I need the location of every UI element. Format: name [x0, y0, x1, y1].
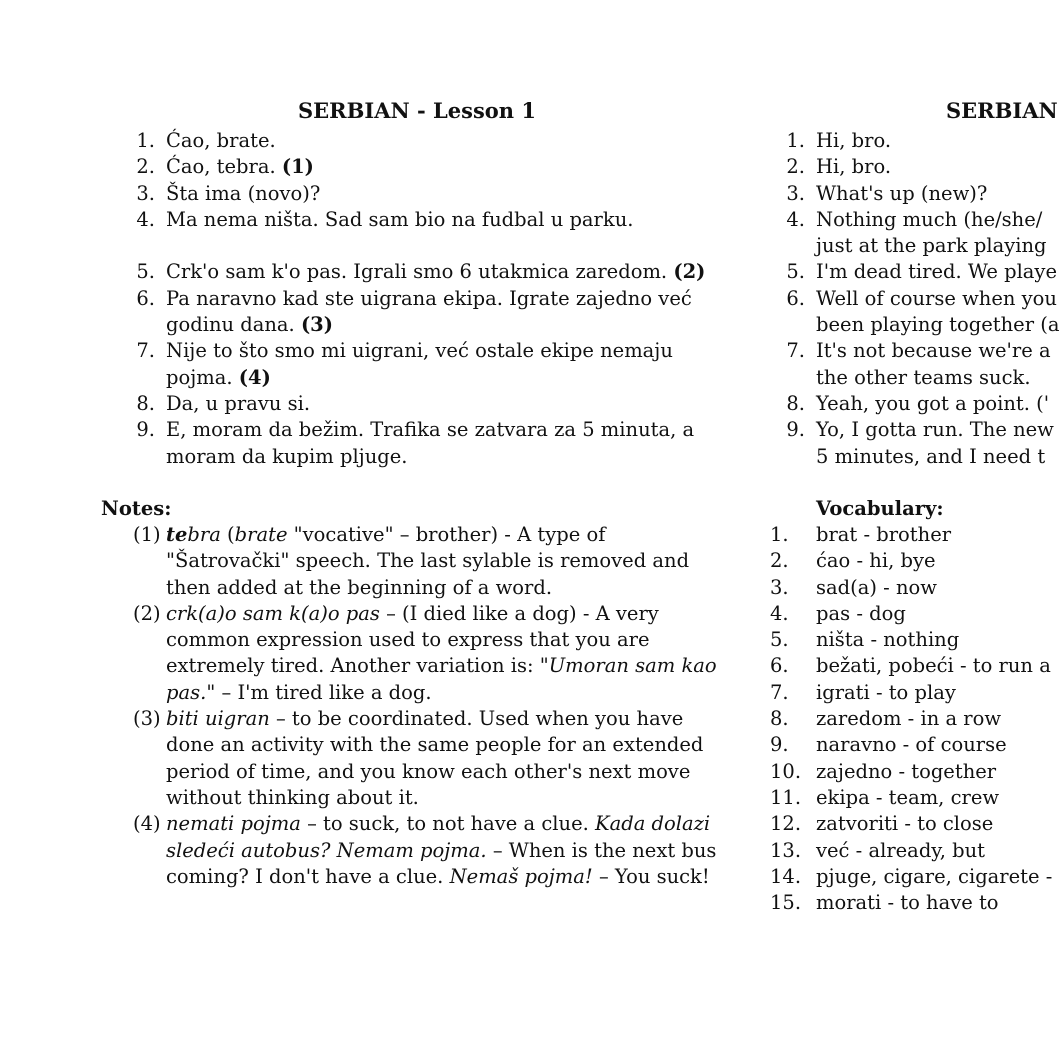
vocab-text: ništa - nothing — [816, 628, 960, 652]
vocab-number: 9. — [770, 733, 789, 757]
dialogue-line — [136, 391, 705, 417]
dialogue-line — [136, 417, 705, 470]
line-text: Crk'o sam k'o pas. Igrali smo 6 utakmica zaredom. — [166, 260, 674, 284]
vocab-number: 5. — [770, 628, 789, 652]
line-text: It's not because we're a — [816, 339, 1051, 363]
line-number: 3. — [136, 181, 155, 205]
vocab-text: pjuge, cigare, cigarete - — [816, 864, 1053, 888]
note — [133, 522, 717, 601]
note-example: Nemaš pojma! — [449, 864, 593, 888]
vocab-item — [770, 653, 1052, 679]
line-text: Ma nema ništa. Sad sam bio na fudbal u parku. — [166, 207, 634, 231]
line-text: been playing together (a — [816, 313, 1060, 337]
vocab-text: bežati, pobeći - to run a — [816, 654, 1051, 678]
line-text: Nije to što smo mi uigrani, već ostale ekipe nemaju — [166, 339, 673, 363]
notes-list — [133, 522, 717, 890]
note-example: sledeći autobus? Nemam pojma. — [166, 838, 487, 862]
vocab-number: 13. — [770, 838, 802, 862]
line-text: just at the park playing — [816, 234, 1047, 258]
note-example: Umoran sam kao — [548, 654, 717, 678]
dialogue-line — [786, 207, 1059, 260]
vocab-item — [770, 890, 1052, 916]
note — [133, 706, 717, 811]
note-term-bold: te — [166, 523, 188, 546]
note-term: bra — [187, 523, 221, 546]
note-text: – You suck! — [592, 864, 710, 888]
line-text: moram da kupim pljuge. — [166, 444, 408, 468]
vocab-item — [770, 601, 1052, 627]
note-text: done an activity with the same people for an extended — [166, 733, 704, 757]
line-text: Hi, bro. — [816, 155, 892, 179]
note-term: brate — [234, 523, 288, 546]
dialogue-line — [786, 259, 1059, 285]
vocab-number: 3. — [770, 575, 789, 599]
note-ref: (4) — [238, 365, 271, 389]
dialogue-line — [136, 154, 705, 180]
vocab-text: igrati - to play — [816, 680, 956, 704]
line-text: Pa naravno kad ste uigrana ekipa. Igrate zajedno već — [166, 286, 692, 310]
note-text: common expression used to express that you are — [166, 628, 650, 652]
vocab-number: 10. — [770, 759, 802, 783]
vocab-text: već - already, but — [816, 838, 985, 862]
note-text: extremely tired. Another variation is: " — [166, 654, 549, 678]
vocab-text: pas - dog — [816, 601, 906, 625]
note-number: (4) — [133, 812, 161, 836]
vocab-text: naravno - of course — [816, 733, 1007, 757]
note-text: – to be coordinated. Used when you have — [269, 707, 684, 731]
vocab-item — [770, 522, 1052, 548]
line-number: 6. — [786, 286, 805, 310]
vocab-number: 15. — [770, 891, 802, 915]
vocab-text: zaredom - in a row — [816, 707, 1002, 731]
vocab-number: 8. — [770, 707, 789, 731]
vocab-number: 11. — [770, 785, 802, 809]
line-number: 2. — [136, 155, 155, 179]
vocab-item — [770, 627, 1052, 653]
vocab-number: 4. — [770, 601, 789, 625]
line-text: 5 minutes, and I need t — [816, 444, 1046, 468]
dialogue-line — [136, 259, 706, 285]
line-number: 9. — [136, 418, 155, 442]
line-number: 5. — [136, 260, 155, 284]
line-text: Yo, I gotta run. The new — [816, 418, 1054, 442]
vocab-number: 1. — [770, 523, 789, 546]
line-number: 7. — [136, 339, 155, 363]
vocab-item — [770, 680, 1052, 706]
note-text: coming? I don't have a clue. — [166, 864, 450, 888]
vocab-item — [770, 732, 1052, 758]
line-text: What's up (new)? — [816, 181, 988, 205]
vocab-text: brat - brother — [816, 523, 952, 546]
vocab-text: ekipa - team, crew — [816, 785, 1000, 809]
dialogue-line — [786, 128, 1059, 154]
note-text: period of time, and you know each other's next move — [166, 759, 691, 783]
line-number: 7. — [786, 339, 805, 363]
note-text: then added at the beginning of a word. — [166, 575, 553, 599]
line-text: Well of course when you — [816, 286, 1057, 310]
line-text: E, moram da bežim. Trafika se zatvara za 5 minuta, a — [166, 418, 695, 442]
note-text: – to suck, to not have a clue. — [300, 812, 596, 836]
vocab-item — [770, 706, 1052, 732]
line-text: the other teams suck. — [816, 365, 1031, 389]
lesson-title-english: SERBIAN — [946, 98, 1058, 123]
note-text: without thinking about it. — [166, 785, 419, 809]
note-ref: (3) — [300, 313, 333, 337]
vocab-text: ćao - hi, bye — [816, 549, 936, 573]
note-example: Kada dolazi — [595, 812, 711, 836]
dialogue-line — [786, 154, 1059, 180]
line-number: 4. — [786, 207, 805, 231]
lesson-title: SERBIAN - Lesson 1 — [298, 98, 536, 123]
note-example: pas. — [166, 680, 207, 704]
note-term: nemati pojma — [166, 812, 301, 836]
note-number: (3) — [133, 707, 161, 731]
note — [133, 811, 717, 890]
line-text: Da, u pravu si. — [166, 391, 311, 415]
line-number: 8. — [136, 391, 155, 415]
vocab-text: zatvoriti - to close — [816, 812, 994, 836]
line-text: Ćao, brate. — [166, 129, 276, 152]
vocab-number: 7. — [770, 680, 789, 704]
vocab-item — [770, 785, 1052, 811]
vocab-number: 6. — [770, 654, 789, 678]
note-term: crk(a)o sam k(a)o pas — [166, 601, 380, 625]
vocab-text: zajedno - together — [816, 759, 997, 783]
line-text: Nothing much (he/she/ — [816, 207, 1043, 231]
line-text: pojma. — [166, 365, 239, 389]
vocab-item — [770, 575, 1052, 601]
dialogue-line — [136, 207, 705, 260]
vocab-item — [770, 838, 1052, 864]
line-text: Hi, bro. — [816, 129, 892, 152]
line-number: 3. — [786, 181, 805, 205]
dialogue-line — [136, 128, 705, 154]
line-number: 8. — [786, 391, 805, 415]
note-text: – (I died like a dog) - A very — [379, 601, 659, 625]
dialogue-line — [786, 181, 1059, 207]
line-text: godinu dana. — [166, 313, 301, 337]
vocab-number: 2. — [770, 549, 789, 573]
vocab-text: morati - to have to — [816, 891, 999, 915]
line-number: 2. — [786, 155, 805, 179]
dialogue-line — [136, 181, 705, 207]
dialogue-line — [786, 338, 1059, 391]
note-term: biti uigran — [166, 707, 270, 731]
vocabulary-list — [770, 522, 1053, 916]
vocab-number: 12. — [770, 812, 802, 836]
line-text: Ćao, tebra. — [166, 155, 282, 179]
vocabulary-heading: Vocabulary: — [816, 497, 944, 520]
line-number: 9. — [786, 418, 805, 442]
dialogue-serbian — [136, 128, 706, 470]
line-number: 5. — [786, 260, 805, 284]
note-number: (1) — [133, 523, 161, 546]
line-text: Yeah, you got a point. (' — [816, 391, 1050, 415]
vocab-item — [770, 864, 1053, 890]
note-text: "Šatrovački" speech. The last sylable is removed and — [166, 549, 690, 573]
dialogue-line — [786, 391, 1059, 417]
line-text: Šta ima (novo)? — [166, 181, 321, 205]
note — [133, 601, 717, 706]
vocab-item — [770, 811, 1052, 837]
note-ref: (1) — [281, 155, 314, 179]
note-number: (2) — [133, 601, 161, 625]
note-text: "vocative" – brother) - A type of — [287, 523, 606, 546]
vocab-text: sad(a) - now — [816, 575, 937, 599]
vocab-number: 14. — [770, 864, 802, 888]
dialogue-line — [136, 338, 705, 391]
line-text: I'm dead tired. We playe — [816, 260, 1057, 284]
dialogue-line — [786, 417, 1059, 470]
line-number: 4. — [136, 207, 155, 231]
line-number: 6. — [136, 286, 155, 310]
line-number: 1. — [786, 129, 805, 152]
vocab-item — [770, 548, 1052, 574]
dialogue-line — [786, 286, 1060, 339]
vocab-item — [770, 759, 1052, 785]
note-ref: (2) — [673, 260, 706, 284]
note-text: " – I'm tired like a dog. — [206, 680, 432, 704]
dialogue-line — [136, 286, 705, 339]
dialogue-english — [786, 128, 1060, 470]
line-number: 1. — [136, 129, 155, 152]
note-text: ( — [220, 523, 235, 546]
notes-heading: Notes: — [101, 497, 172, 520]
note-text: – When is the next bus — [486, 838, 717, 862]
